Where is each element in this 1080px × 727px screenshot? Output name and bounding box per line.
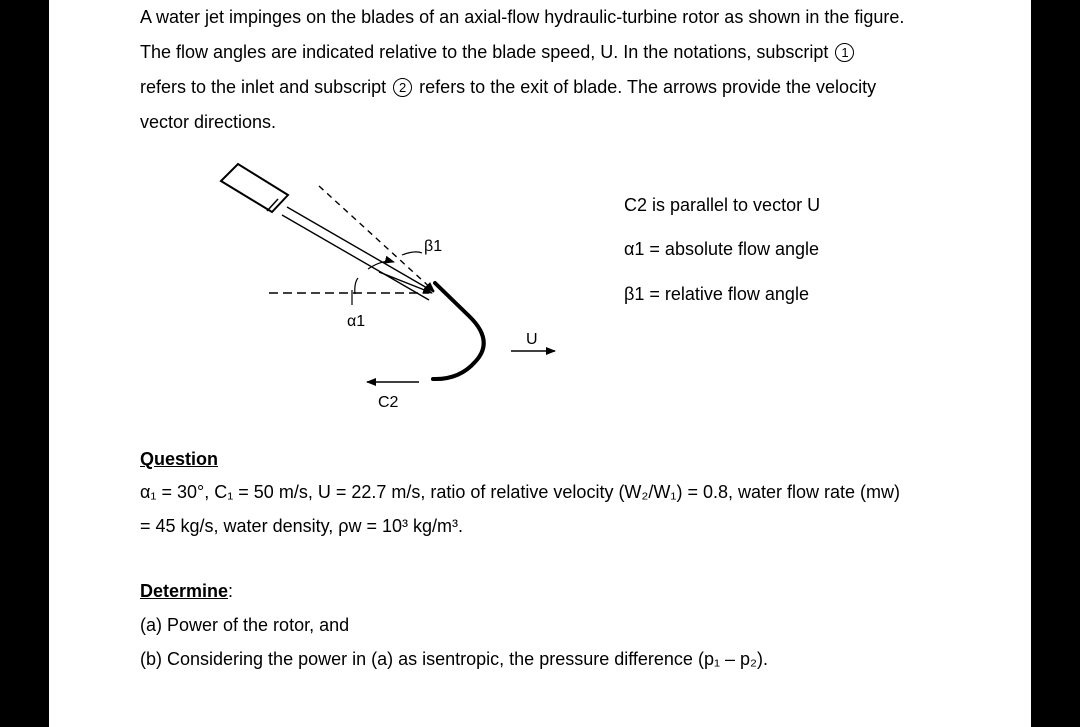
- circled-number-1: 1: [835, 43, 854, 62]
- intro-line-1: A water jet impinges on the blades of an axial-flow hydraulic-turbine rotor as shown in the figure.: [140, 7, 905, 27]
- question-line-1: α₁ = 30°, C₁ = 50 m/s, U = 22.7 m/s, ratio of relative velocity (W₂/W₁) = 0.8, water flow rate (mw): [140, 482, 901, 502]
- part-a: (a) Power of the rotor, and: [140, 615, 350, 635]
- beta1-arc: [402, 252, 422, 255]
- intro-line-4: vector directions.: [140, 112, 277, 132]
- question-heading: Question: [140, 449, 219, 469]
- intro-line-3: refers to the inlet and subscript 2 refers to the exit of blade. The arrows provide the velocity: [140, 77, 877, 97]
- alpha1-label: α1: [347, 313, 366, 330]
- document-page: [49, 0, 1031, 727]
- intro-line-2: The flow angles are indicated relative to the blade speed, U. In the notations, subscript 1: [140, 35, 955, 70]
- alpha1-arc: [355, 278, 358, 294]
- jet-line-upper: [287, 207, 434, 292]
- part-b: (b) Considering the power in (a) as isentropic, the pressure difference (p₁ – p₂).: [140, 649, 769, 669]
- u-label: U: [526, 331, 538, 348]
- question-line-2: = 45 kg/s, water density, ρw = 10³ kg/m³.: [140, 516, 464, 536]
- determine-heading: Determine: [140, 581, 229, 601]
- circled-number-2: 2: [393, 78, 412, 97]
- c2-label: C2: [378, 394, 399, 411]
- relative-velocity-dashed-line: [319, 186, 434, 291]
- beta1-label: β1: [424, 238, 443, 255]
- legend-beta1: β1 = relative flow angle: [624, 284, 809, 304]
- turbine-blade: [433, 283, 484, 379]
- determine-heading-row: Determine:: [140, 581, 234, 601]
- nozzle-shape: [221, 164, 288, 212]
- beta1-arc-arrow: [368, 261, 394, 269]
- legend-alpha1: α1 = absolute flow angle: [624, 239, 820, 259]
- jet-line-lower: [282, 215, 429, 300]
- legend-c2-parallel: C2 is parallel to vector U: [624, 195, 821, 215]
